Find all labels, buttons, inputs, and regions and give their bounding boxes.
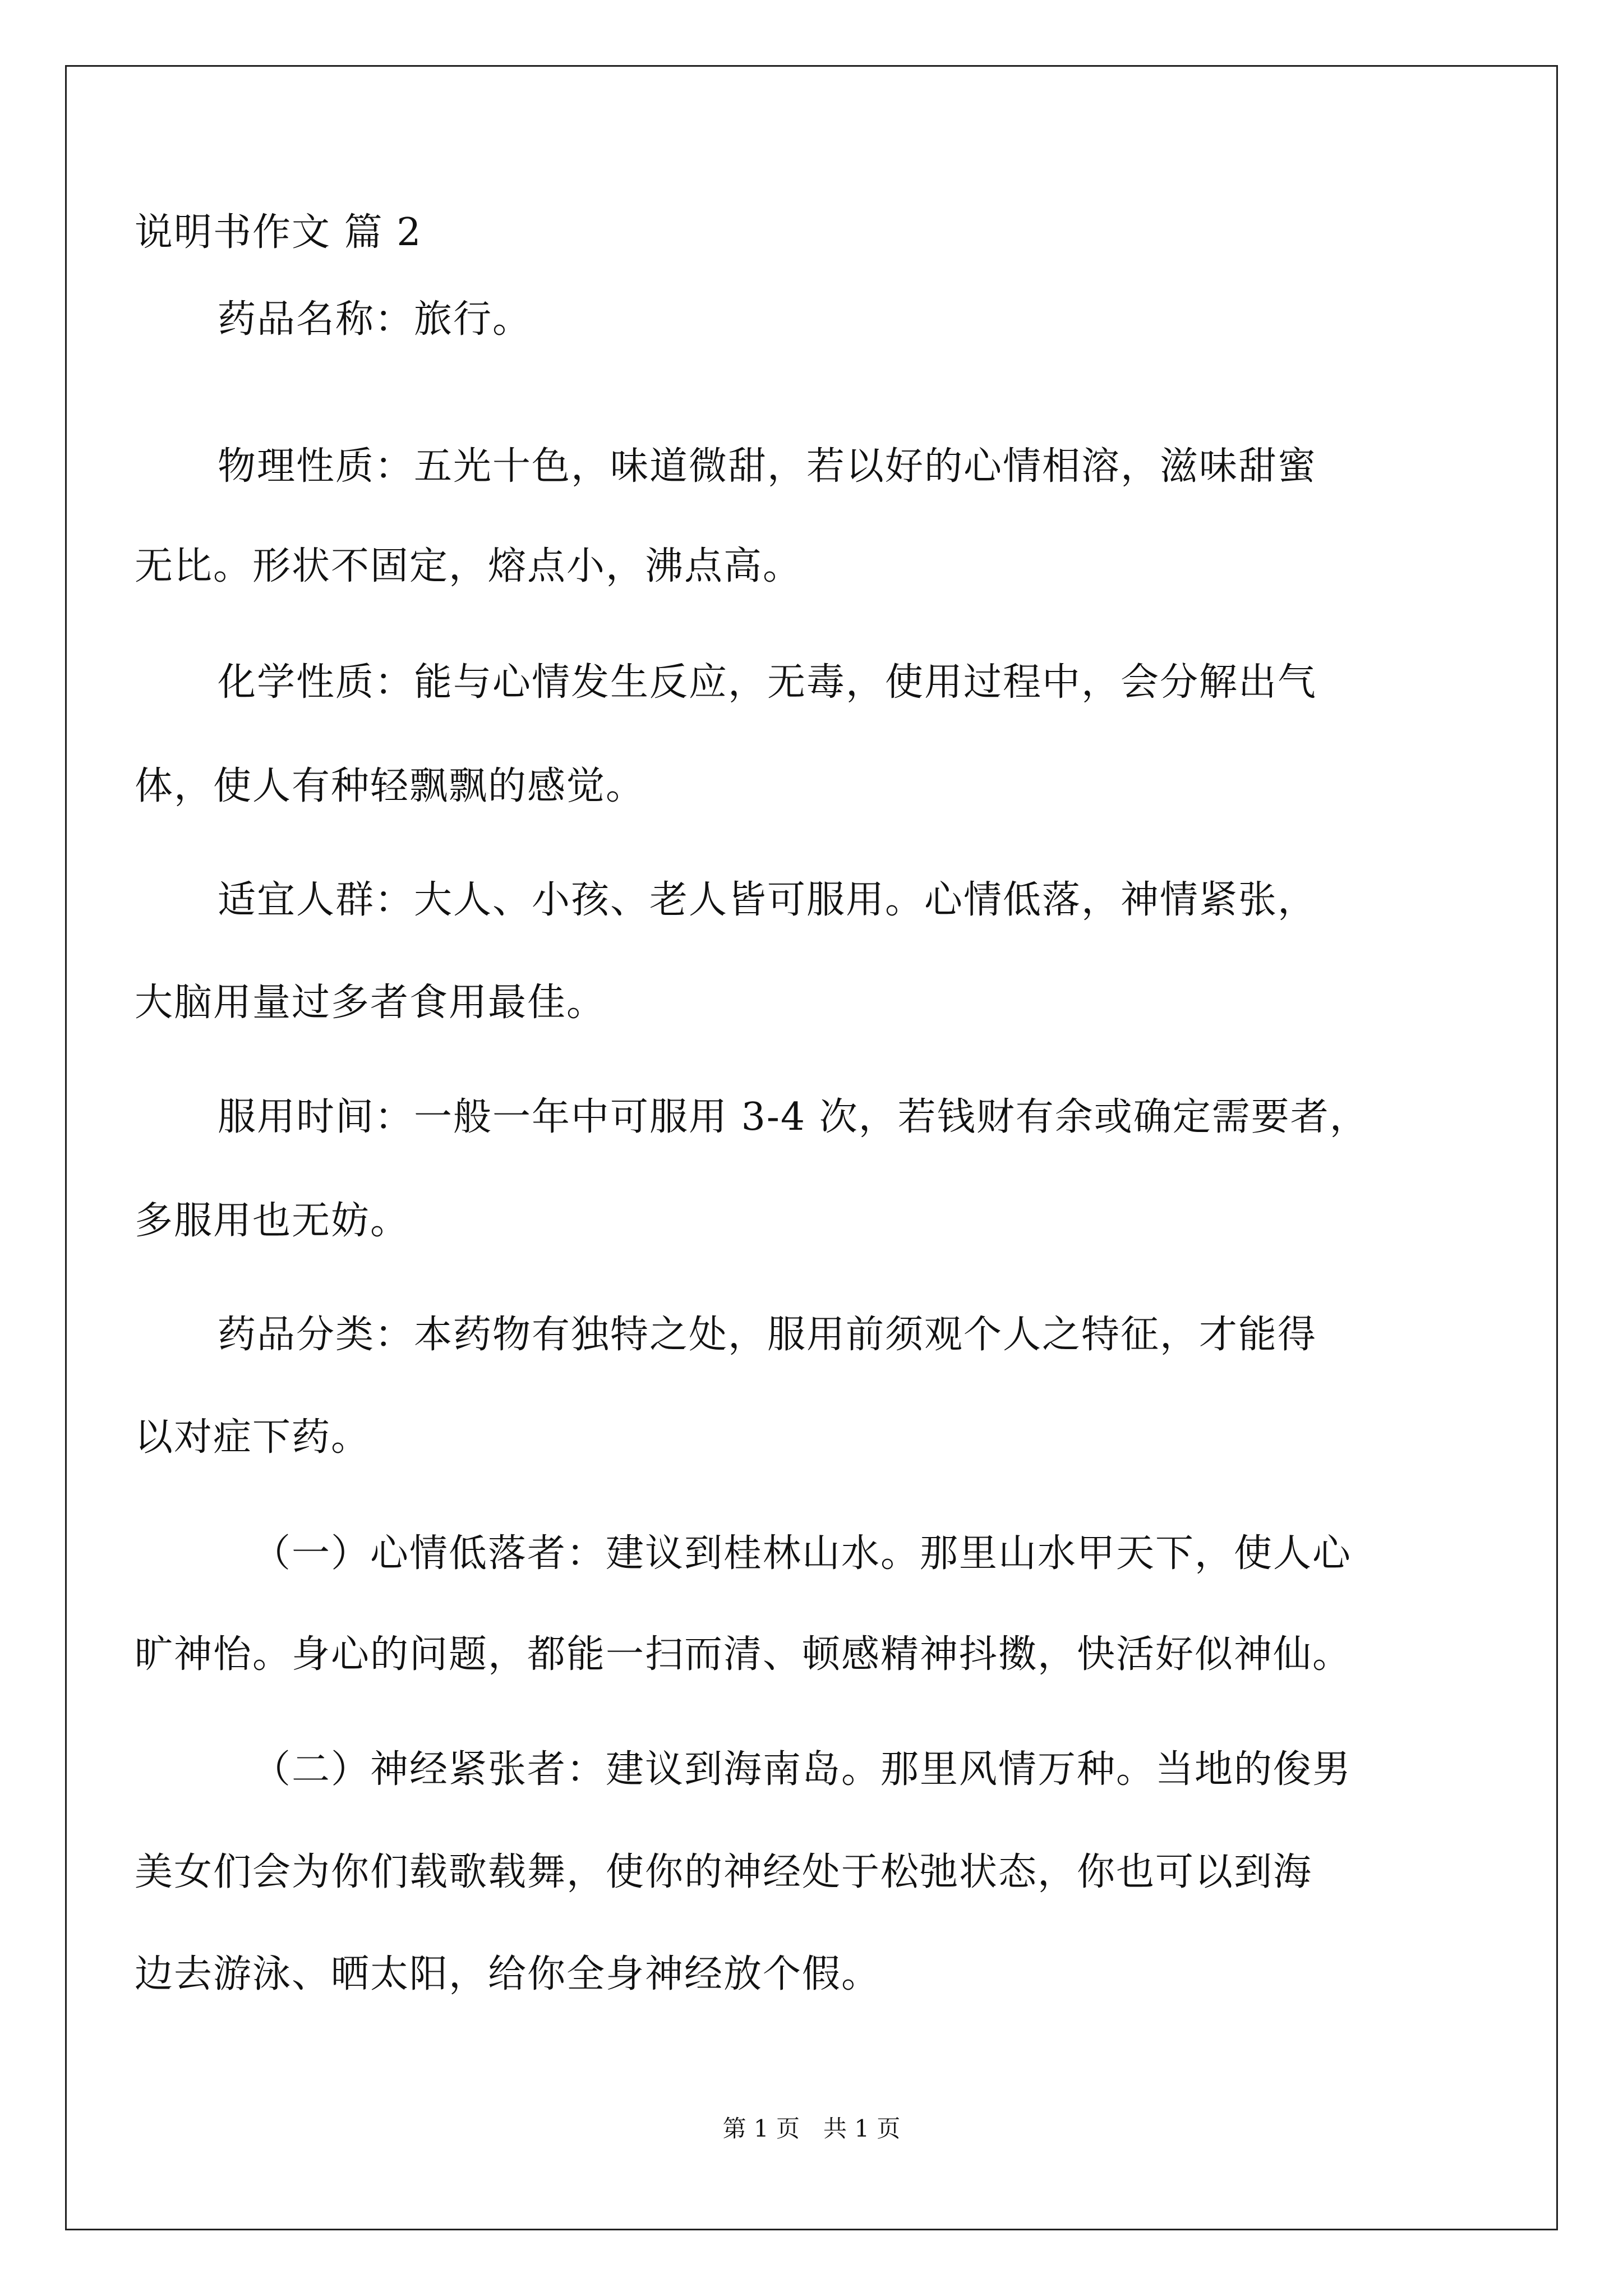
paragraph-item2-line-2: 美女们会为你们载歌载舞，使你的神经处于松弛状态，你也可以到海 [135,1850,1313,1894]
paragraph-drug-name: 药品名称：旅行。 [218,297,532,342]
paragraph-suitable-line-2: 大脑用量过多者食用最佳。 [135,981,606,1025]
paragraph-time-line-1: 服用时间：一般一年中可服用 3-4 次，若钱财有余或确定需要者， [218,1095,1369,1139]
page-border [65,65,1558,2230]
paragraph-chemical-line-2: 体，使人有种轻飘飘的感觉。 [135,764,645,808]
paragraph-category-line-2: 以对症下药。 [135,1415,371,1460]
paragraph-item1-line-1: （一）心情低落者：建议到桂林山水。那里山水甲天下，使人心 [252,1531,1352,1576]
paragraph-item2-line-1: （二）神经紧张者：建议到海南岛。那里风情万种。当地的俊男 [252,1747,1352,1792]
document-title: 说明书作文 篇 2 [135,210,422,255]
paragraph-item2-line-3: 边去游泳、晒太阳，给你全身神经放个假。 [135,1952,881,1996]
paragraph-item1-line-2: 旷神怡。身心的问题，都能一扫而清、顿感精神抖擞，快活好似神仙。 [135,1632,1352,1677]
paragraph-category-line-1: 药品分类：本药物有独特之处，服用前须观个人之特征，才能得 [218,1313,1317,1357]
paragraph-physical-line-1: 物理性质：五光十色，味道微甜，若以好的心情相溶，滋味甜蜜 [218,444,1317,489]
paragraph-chemical-line-1: 化学性质：能与心情发生反应，无毒，使用过程中，会分解出气 [218,660,1317,705]
paragraph-physical-line-2: 无比。形状不固定，熔点小，沸点高。 [135,544,803,588]
paragraph-time-line-2: 多服用也无妨。 [135,1199,410,1243]
page-number-footer: 第 1 页 共 1 页 [722,2115,901,2142]
paragraph-suitable-line-1: 适宜人群：大人、小孩、老人皆可服用。心情低落，神情紧张， [218,878,1317,922]
